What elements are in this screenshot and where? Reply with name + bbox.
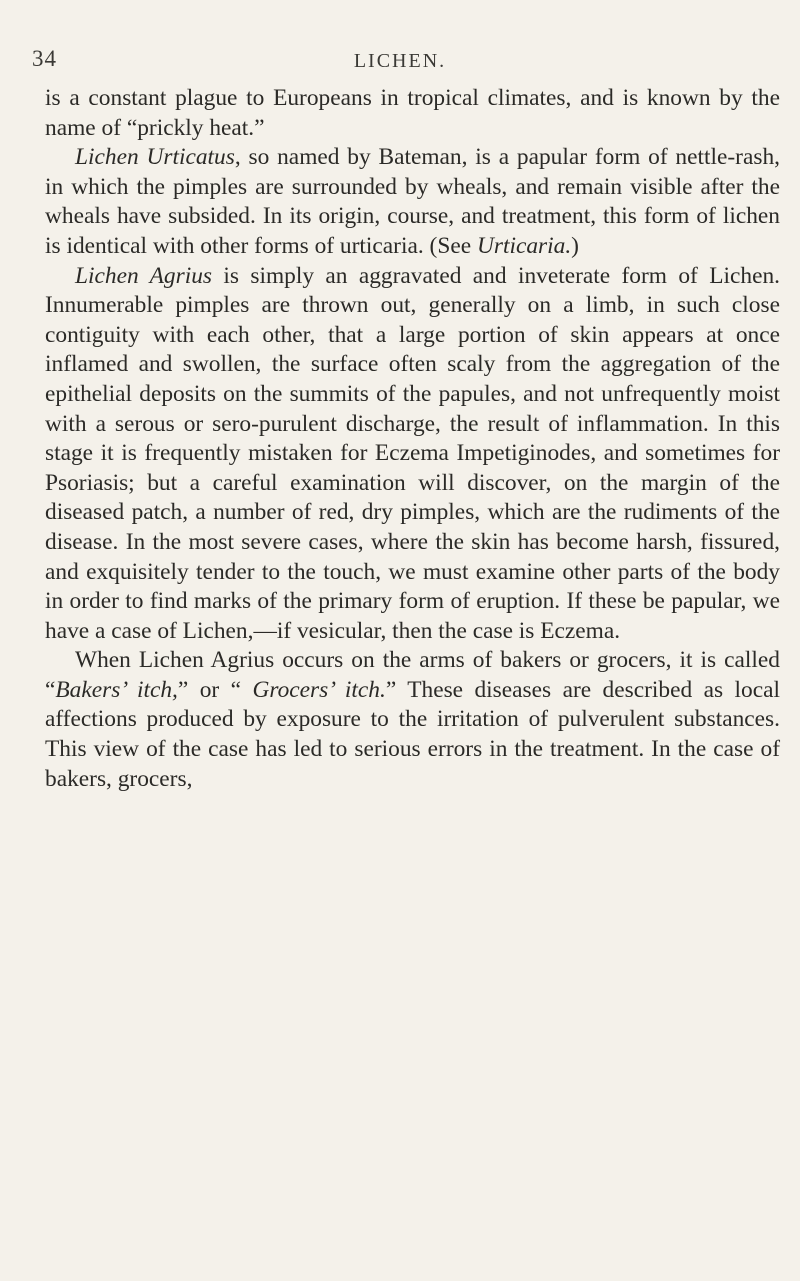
paragraph — [45, 646, 780, 794]
running-head: LICHEN. — [353, 50, 447, 72]
term-italic: Lichen Urticatus — [75, 144, 235, 171]
paragraph — [45, 143, 780, 261]
text-segment: ” These diseases are described as local affections produced by exposure to the irritation of pulverulent substances. This view of the case has led to serious errors in the treatment. In the case of bakers, grocers, — [45, 676, 780, 792]
page-number: 34 — [32, 46, 57, 71]
cross-reference-italic: Urticaria. — [476, 232, 572, 259]
text-segment: is simply an aggravated and inveterate form of Lichen. Innumerable pimples are thrown out, generally on a limb, in such close contiguity with each other, that a large portion of skin appears at once inflamed and swollen, the surface often scaly from the aggregation of the epithelial deposits on the summits of the papules, and not unfrequently moist with a serous or sero-purulent discharge, the result of inflammation. In this stage it is frequently mistaken for Eczema Impetiginodes, and sometimes for Psoriasis; but a careful examination will discover, on the margin of the diseased patch, a number of red, dry pimples, which are the rudiments of the disease. In the most severe cases, where the skin has become harsh, fissured, and exquisitely tender to the touch, we must examine other parts of the body in order to find marks of the primary form of eruption. If these be papular, we have a case of Lichen,—if vesicular, then the case is Eczema. — [45, 262, 780, 644]
body-text — [45, 84, 780, 794]
text-segment: , so named by Bateman, is a papular form of nettle-rash, in which the pimples are surrounded by wheals, and remain visible after the wheals have subsided. In its origin, course, and treatment, this form of lichen is identical with other forms of urticaria. (See — [45, 144, 780, 259]
paragraph — [45, 262, 780, 647]
term-italic: Lichen Agrius — [75, 262, 212, 289]
term-italic: Bakers’ itch, — [55, 676, 178, 703]
term-italic: Grocers’ itch. — [252, 676, 386, 703]
text-segment: is a constant plague to Europeans in tropical climates, and is known by the name of “prickly heat.” — [45, 85, 780, 141]
text-segment: When Lichen Agrius occurs on the arms of bakers or grocers, it is called “ — [45, 647, 780, 703]
paragraph — [45, 84, 780, 143]
text-segment: ” or “ — [177, 676, 253, 703]
text-segment: ) — [571, 232, 579, 259]
